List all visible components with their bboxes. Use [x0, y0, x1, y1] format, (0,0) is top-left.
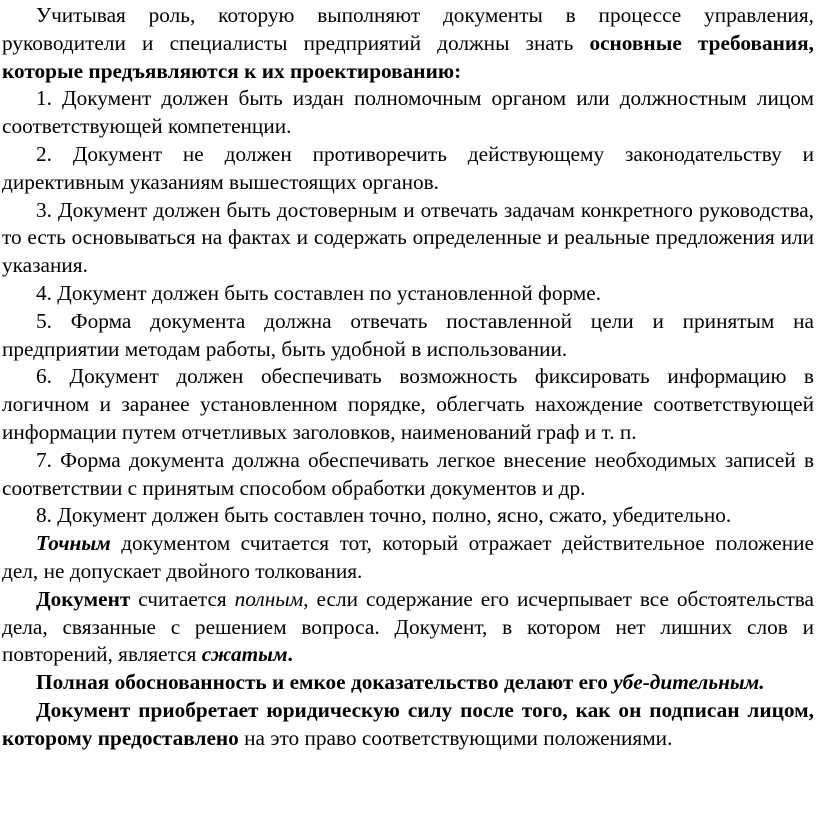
convincing-text: Полная обоснованность и емкое доказательство делают его: [36, 670, 614, 695]
concise-term: сжатым: [201, 642, 288, 667]
requirement-2: [2, 141, 814, 197]
requirement-number: 1.: [36, 86, 52, 111]
legal-paragraph: [2, 697, 814, 753]
requirement-6: [2, 363, 814, 446]
requirement-number: 8.: [36, 503, 52, 528]
requirement-5: [2, 308, 814, 364]
requirement-text: Документ должен обеспечивать возможность фиксировать информацию в логичном и заранее установленном порядке, облегчать нахождение соответствующей информации путем отчетливых заголовков, наименований граф и т. п.: [2, 364, 814, 444]
convincing-term: убе-дительным.: [613, 670, 765, 695]
accurate-paragraph: [2, 530, 814, 586]
complete-lead: Документ: [36, 586, 131, 611]
requirement-text: Документ должен быть составлен точно, полно, ясно, сжато, убедительно.: [51, 503, 732, 528]
requirement-number: 3.: [36, 197, 52, 222]
requirement-text: Документ должен быть составлен по установленной форме.: [51, 280, 602, 305]
legal-bold: Документ приобретает юридическую силу после того, как он подписан лицом, которому предоставлено: [2, 697, 814, 750]
complete-term: полным: [234, 586, 304, 611]
requirement-1: [2, 85, 814, 141]
intro-text: Учитывая роль, которую выполняют документы в процессе управления, руководители и специалисты предприятий должны знать: [2, 3, 814, 55]
convincing-paragraph: [2, 669, 814, 697]
intro-bold: основные требования, которые предъявляются к их проектированию:: [2, 30, 814, 83]
requirement-text: Документ должен быть издан полномочным органом или должностным лицом соответствующей компетенции.: [2, 86, 814, 139]
requirement-number: 6.: [36, 364, 52, 389]
complete-paragraph: [2, 586, 814, 669]
requirement-text: Документ должен быть достоверным и отвечать задачам конкретного руководства, то есть основываться на фактах и содержать определенные и реальные предложения или указания.: [2, 197, 814, 278]
accurate-text: документом считается тот, который отражает действительное положение дел, не допускает двойного толкования.: [2, 531, 814, 583]
requirement-text: Документ не должен противоречить действующему законодательству и директивным указаниям вышестоящих органов.: [2, 141, 814, 194]
accurate-term: Точным: [36, 531, 111, 556]
requirement-number: 4.: [36, 280, 52, 305]
requirement-text: Форма документа должна обеспечивать легкое внесение необходимых записей в соответствии с принятым способом обработки документов и др.: [2, 447, 814, 500]
requirement-number: 2.: [36, 141, 52, 166]
requirement-7: [2, 447, 814, 503]
requirement-3: [2, 197, 814, 280]
complete-text: , если содержание его исчерпывает все обстоятельства дела, связанные с решением вопроса. Документ, в котором нет лишних слов и повторений, является: [2, 586, 814, 667]
intro-paragraph: [2, 2, 814, 85]
requirement-number: 5.: [36, 308, 52, 333]
requirement-number: 7.: [36, 447, 52, 472]
requirement-text: Форма документа должна отвечать поставленной цели и принятым на предприятии методам работы, быть удобной в использовании.: [2, 308, 814, 361]
legal-text: на это право соответствующими положениями.: [238, 725, 673, 750]
requirement-8: [2, 502, 814, 530]
requirement-4: [2, 280, 814, 308]
complete-pre: считается: [130, 586, 235, 611]
complete-end: .: [287, 642, 293, 667]
